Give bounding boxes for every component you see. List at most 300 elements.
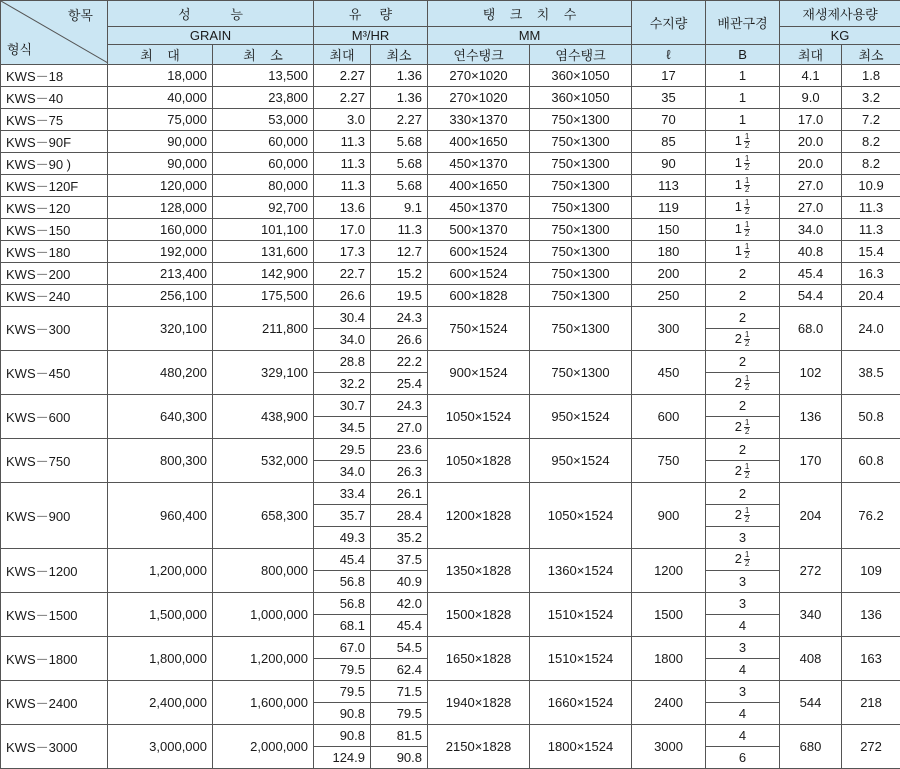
tank-brine-cell: 1660×1524 [530, 681, 632, 725]
pipe-size-cell [706, 417, 780, 439]
header-tank-resin: 연수탱크 [428, 45, 530, 65]
pipe-size-value: 1 $\frac{1}{2}$ [735, 221, 751, 238]
flow-max-cell: 11.3 [314, 131, 371, 153]
pipe-size-value: 2 [739, 398, 746, 413]
flow-min-cell: 42.0 [371, 593, 428, 615]
regen-max-cell: 17.0 [780, 109, 842, 131]
pipe-size-cell [706, 505, 780, 527]
flow-min-cell: 5.68 [371, 131, 428, 153]
tank-brine-cell: 750×1300 [530, 285, 632, 307]
pipe-size-cell [706, 615, 780, 637]
flow-max-cell: 124.9 [314, 747, 371, 769]
table-row [1, 351, 900, 373]
regen-min-cell: 3.2 [842, 87, 900, 109]
flow-min-cell: 27.0 [371, 417, 428, 439]
pipe-size-cell [706, 461, 780, 483]
flow-min-cell: 5.68 [371, 153, 428, 175]
regen-max-cell: 340 [780, 593, 842, 637]
capacity-max-cell: 1,800,000 [108, 637, 213, 681]
tank-brine-cell: 750×1300 [530, 219, 632, 241]
pipe-size-cell [706, 571, 780, 593]
flow-min-cell: 23.6 [371, 439, 428, 461]
flow-max-cell: 79.5 [314, 681, 371, 703]
tank-resin-cell: 600×1524 [428, 263, 530, 285]
tank-resin-cell: 1050×1828 [428, 439, 530, 483]
flow-max-cell: 79.5 [314, 659, 371, 681]
capacity-max-cell: 128,000 [108, 197, 213, 219]
capacity-min-cell: 53,000 [213, 109, 314, 131]
flow-max-cell: 56.8 [314, 571, 371, 593]
flow-min-cell: 26.6 [371, 329, 428, 351]
capacity-max-cell: 480,200 [108, 351, 213, 395]
header-regen-min: 최소 [842, 45, 900, 65]
model-cell: KWS－300 [1, 307, 108, 351]
capacity-max-cell: 320,100 [108, 307, 213, 351]
table-row [1, 307, 900, 329]
pipe-size-cell [706, 329, 780, 351]
model-cell: KWS－240 [1, 285, 108, 307]
pipe-size-value: 1 $\frac{1}{2}$ [735, 199, 751, 216]
capacity-max-cell: 3,000,000 [108, 725, 213, 769]
tank-brine-cell: 360×1050 [530, 65, 632, 87]
flow-min-cell: 35.2 [371, 527, 428, 549]
tank-resin-cell: 1650×1828 [428, 637, 530, 681]
pipe-size-value: 3 [739, 574, 746, 589]
pipe-size-cell [706, 351, 780, 373]
flow-min-cell: 25.4 [371, 373, 428, 395]
tank-resin-cell: 600×1524 [428, 241, 530, 263]
model-cell: KWS－900 [1, 483, 108, 549]
resin-cell: 900 [632, 483, 706, 549]
flow-max-cell: 3.0 [314, 109, 371, 131]
tank-resin-cell: 750×1524 [428, 307, 530, 351]
capacity-max-cell: 192,000 [108, 241, 213, 263]
header-flow-min: 최소 [371, 45, 428, 65]
tank-resin-cell: 1500×1828 [428, 593, 530, 637]
table-row [1, 395, 900, 417]
pipe-size-value: 3 [739, 684, 746, 699]
model-cell: KWS－40 [1, 87, 108, 109]
pipe-size-value: 2 [739, 288, 746, 303]
tank-brine-cell: 750×1300 [530, 263, 632, 285]
capacity-min-cell: 175,500 [213, 285, 314, 307]
resin-cell: 3000 [632, 725, 706, 769]
capacity-min-cell: 2,000,000 [213, 725, 314, 769]
regen-max-cell: 20.0 [780, 131, 842, 153]
header-flow-unit: M³/HR [314, 27, 428, 45]
pipe-size-value: 4 [739, 662, 746, 677]
flow-max-cell: 56.8 [314, 593, 371, 615]
model-cell: KWS－2400 [1, 681, 108, 725]
resin-cell: 300 [632, 307, 706, 351]
capacity-max-cell: 960,400 [108, 483, 213, 549]
resin-cell: 250 [632, 285, 706, 307]
pipe-size-value: 1 $\frac{1}{2}$ [735, 133, 751, 150]
regen-max-cell: 34.0 [780, 219, 842, 241]
regen-min-cell: 163 [842, 637, 900, 681]
capacity-max-cell: 160,000 [108, 219, 213, 241]
resin-cell: 17 [632, 65, 706, 87]
capacity-max-cell: 1,200,000 [108, 549, 213, 593]
header-model-label: 형식 [7, 39, 32, 58]
header-pipe-unit: B [706, 45, 780, 65]
pipe-size-value: 1 $\frac{1}{2}$ [735, 155, 751, 172]
flow-max-cell: 26.6 [314, 285, 371, 307]
table-row [1, 483, 900, 505]
resin-cell: 750 [632, 439, 706, 483]
capacity-max-cell: 2,400,000 [108, 681, 213, 725]
pipe-size-value: 2 $\frac{1}{2}$ [735, 551, 751, 568]
flow-min-cell: 1.36 [371, 65, 428, 87]
pipe-size-cell [706, 87, 780, 109]
pipe-size-value: 6 [739, 750, 746, 765]
pipe-size-cell [706, 285, 780, 307]
regen-max-cell: 102 [780, 351, 842, 395]
tank-brine-cell: 1510×1524 [530, 593, 632, 637]
tank-resin-cell: 330×1370 [428, 109, 530, 131]
tank-resin-cell: 450×1370 [428, 197, 530, 219]
tank-resin-cell: 400×1650 [428, 175, 530, 197]
table-row [1, 681, 900, 703]
header-resin-unit: ℓ [632, 45, 706, 65]
flow-min-cell: 45.4 [371, 615, 428, 637]
model-cell: KWS－600 [1, 395, 108, 439]
tank-brine-cell: 950×1524 [530, 395, 632, 439]
regen-min-cell: 7.2 [842, 109, 900, 131]
pipe-size-cell [706, 263, 780, 285]
pipe-size-cell [706, 703, 780, 725]
pipe-size-value: 1 [739, 68, 746, 83]
model-cell: KWS－750 [1, 439, 108, 483]
capacity-max-cell: 640,300 [108, 395, 213, 439]
flow-min-cell: 9.1 [371, 197, 428, 219]
pipe-size-cell [706, 527, 780, 549]
tank-brine-cell: 750×1300 [530, 131, 632, 153]
tank-brine-cell: 750×1300 [530, 307, 632, 351]
table-row [1, 131, 900, 153]
flow-max-cell: 32.2 [314, 373, 371, 395]
pipe-size-value: 4 [739, 728, 746, 743]
capacity-min-cell: 101,100 [213, 219, 314, 241]
regen-min-cell: 60.8 [842, 439, 900, 483]
capacity-min-cell: 60,000 [213, 153, 314, 175]
header-tank-brine: 염수탱크 [530, 45, 632, 65]
regen-max-cell: 680 [780, 725, 842, 769]
pipe-size-cell [706, 373, 780, 395]
model-cell: KWS－180 [1, 241, 108, 263]
pipe-size-cell [706, 637, 780, 659]
regen-min-cell: 20.4 [842, 285, 900, 307]
pipe-size-cell [706, 241, 780, 263]
table-row [1, 197, 900, 219]
table-row [1, 725, 900, 747]
capacity-max-cell: 1,500,000 [108, 593, 213, 637]
pipe-size-value: 2 [739, 354, 746, 369]
flow-min-cell: 79.5 [371, 703, 428, 725]
resin-cell: 180 [632, 241, 706, 263]
flow-min-cell: 40.9 [371, 571, 428, 593]
header-capacity: 성 능 [108, 1, 314, 27]
resin-cell: 119 [632, 197, 706, 219]
model-cell: KWS－90 ) [1, 153, 108, 175]
regen-max-cell: 136 [780, 395, 842, 439]
resin-cell: 2400 [632, 681, 706, 725]
resin-cell: 35 [632, 87, 706, 109]
model-cell: KWS－150 [1, 219, 108, 241]
table-row [1, 593, 900, 615]
model-cell: KWS－1800 [1, 637, 108, 681]
header-regen-max: 최대 [780, 45, 842, 65]
model-cell: KWS－200 [1, 263, 108, 285]
regen-min-cell: 24.0 [842, 307, 900, 351]
regen-min-cell: 109 [842, 549, 900, 593]
flow-max-cell: 11.3 [314, 175, 371, 197]
table-row [1, 65, 900, 87]
capacity-min-cell: 658,300 [213, 483, 314, 549]
capacity-min-cell: 80,000 [213, 175, 314, 197]
model-cell: KWS－18 [1, 65, 108, 87]
model-cell: KWS－450 [1, 351, 108, 395]
flow-max-cell: 11.3 [314, 153, 371, 175]
pipe-size-value: 1 [739, 90, 746, 105]
regen-max-cell: 27.0 [780, 175, 842, 197]
pipe-size-cell [706, 747, 780, 769]
header-pipe: 배관구경 [706, 1, 780, 45]
regen-min-cell: 38.5 [842, 351, 900, 395]
regen-max-cell: 408 [780, 637, 842, 681]
pipe-size-cell [706, 483, 780, 505]
regen-min-cell: 8.2 [842, 153, 900, 175]
tank-brine-cell: 1510×1524 [530, 637, 632, 681]
capacity-max-cell: 90,000 [108, 131, 213, 153]
capacity-min-cell: 800,000 [213, 549, 314, 593]
capacity-min-cell: 532,000 [213, 439, 314, 483]
resin-cell: 113 [632, 175, 706, 197]
flow-min-cell: 26.1 [371, 483, 428, 505]
pipe-size-value: 1 $\frac{1}{2}$ [735, 177, 751, 194]
capacity-max-cell: 75,000 [108, 109, 213, 131]
capacity-min-cell: 60,000 [213, 131, 314, 153]
pipe-size-cell [706, 219, 780, 241]
tank-resin-cell: 500×1370 [428, 219, 530, 241]
regen-max-cell: 45.4 [780, 263, 842, 285]
capacity-min-cell: 438,900 [213, 395, 314, 439]
table-row [1, 439, 900, 461]
resin-cell: 1800 [632, 637, 706, 681]
pipe-size-value: 3 [739, 640, 746, 655]
flow-max-cell: 28.8 [314, 351, 371, 373]
tank-brine-cell: 750×1300 [530, 175, 632, 197]
pipe-size-cell [706, 109, 780, 131]
regen-max-cell: 204 [780, 483, 842, 549]
flow-max-cell: 67.0 [314, 637, 371, 659]
tank-brine-cell: 1050×1524 [530, 483, 632, 549]
table-row [1, 219, 900, 241]
regen-max-cell: 40.8 [780, 241, 842, 263]
flow-min-cell: 28.4 [371, 505, 428, 527]
capacity-max-cell: 800,300 [108, 439, 213, 483]
flow-max-cell: 68.1 [314, 615, 371, 637]
model-cell: KWS－120F [1, 175, 108, 197]
pipe-size-cell [706, 395, 780, 417]
table-row [1, 263, 900, 285]
table-row [1, 109, 900, 131]
tank-resin-cell: 600×1828 [428, 285, 530, 307]
resin-cell: 150 [632, 219, 706, 241]
table-row [1, 153, 900, 175]
header-tank-unit: MM [428, 27, 632, 45]
regen-max-cell: 27.0 [780, 197, 842, 219]
capacity-min-cell: 92,700 [213, 197, 314, 219]
pipe-size-value: 2 [739, 310, 746, 325]
flow-max-cell: 35.7 [314, 505, 371, 527]
capacity-min-cell: 329,100 [213, 351, 314, 395]
flow-min-cell: 5.68 [371, 175, 428, 197]
flow-min-cell: 24.3 [371, 395, 428, 417]
flow-min-cell: 90.8 [371, 747, 428, 769]
model-cell: KWS－1500 [1, 593, 108, 637]
pipe-size-cell [706, 175, 780, 197]
model-cell: KWS－1200 [1, 549, 108, 593]
regen-min-cell: 218 [842, 681, 900, 725]
pipe-size-cell [706, 307, 780, 329]
pipe-size-cell [706, 439, 780, 461]
pipe-size-cell [706, 593, 780, 615]
regen-min-cell: 8.2 [842, 131, 900, 153]
regen-max-cell: 9.0 [780, 87, 842, 109]
capacity-min-cell: 13,500 [213, 65, 314, 87]
tank-resin-cell: 1940×1828 [428, 681, 530, 725]
regen-min-cell: 10.9 [842, 175, 900, 197]
pipe-size-cell [706, 153, 780, 175]
capacity-min-cell: 1,200,000 [213, 637, 314, 681]
header-flow-max: 최대 [314, 45, 371, 65]
tank-brine-cell: 1800×1524 [530, 725, 632, 769]
tank-resin-cell: 270×1020 [428, 65, 530, 87]
resin-cell: 90 [632, 153, 706, 175]
header-corner-cell [1, 1, 108, 65]
pipe-size-value: 4 [739, 618, 746, 633]
flow-min-cell: 71.5 [371, 681, 428, 703]
header-capacity-min: 최 소 [213, 45, 314, 65]
tank-resin-cell: 450×1370 [428, 153, 530, 175]
flow-min-cell: 26.3 [371, 461, 428, 483]
regen-min-cell: 11.3 [842, 219, 900, 241]
regen-max-cell: 544 [780, 681, 842, 725]
pipe-size-cell [706, 549, 780, 571]
tank-brine-cell: 950×1524 [530, 439, 632, 483]
pipe-size-value: 2 $\frac{1}{2}$ [735, 463, 751, 480]
pipe-size-value: 2 [739, 486, 746, 501]
flow-min-cell: 19.5 [371, 285, 428, 307]
flow-min-cell: 22.2 [371, 351, 428, 373]
tank-brine-cell: 360×1050 [530, 87, 632, 109]
pipe-size-value: 3 [739, 596, 746, 611]
pipe-size-value: 2 $\frac{1}{2}$ [735, 375, 751, 392]
pipe-size-cell [706, 725, 780, 747]
flow-max-cell: 29.5 [314, 439, 371, 461]
table-row [1, 549, 900, 571]
pipe-size-cell [706, 131, 780, 153]
pipe-size-value: 1 $\frac{1}{2}$ [735, 243, 751, 260]
pipe-size-cell [706, 65, 780, 87]
flow-max-cell: 30.4 [314, 307, 371, 329]
table-row [1, 241, 900, 263]
flow-max-cell: 33.4 [314, 483, 371, 505]
tank-resin-cell: 2150×1828 [428, 725, 530, 769]
tank-resin-cell: 270×1020 [428, 87, 530, 109]
resin-cell: 1200 [632, 549, 706, 593]
tank-brine-cell: 1360×1524 [530, 549, 632, 593]
flow-max-cell: 22.7 [314, 263, 371, 285]
flow-min-cell: 54.5 [371, 637, 428, 659]
regen-max-cell: 170 [780, 439, 842, 483]
resin-cell: 70 [632, 109, 706, 131]
capacity-max-cell: 256,100 [108, 285, 213, 307]
capacity-min-cell: 1,000,000 [213, 593, 314, 637]
regen-min-cell: 16.3 [842, 263, 900, 285]
regen-max-cell: 20.0 [780, 153, 842, 175]
capacity-min-cell: 211,800 [213, 307, 314, 351]
pipe-size-value: 2 $\frac{1}{2}$ [735, 507, 751, 524]
capacity-min-cell: 1,600,000 [213, 681, 314, 725]
table-header [1, 1, 900, 65]
pipe-size-value: 2 [739, 266, 746, 281]
flow-max-cell: 49.3 [314, 527, 371, 549]
flow-max-cell: 2.27 [314, 87, 371, 109]
capacity-min-cell: 142,900 [213, 263, 314, 285]
regen-min-cell: 136 [842, 593, 900, 637]
table-body [1, 65, 900, 769]
header-capacity-unit: GRAIN [108, 27, 314, 45]
pipe-size-value: 2 [739, 442, 746, 457]
flow-min-cell: 37.5 [371, 549, 428, 571]
flow-min-cell: 11.3 [371, 219, 428, 241]
flow-max-cell: 17.3 [314, 241, 371, 263]
regen-min-cell: 15.4 [842, 241, 900, 263]
capacity-max-cell: 18,000 [108, 65, 213, 87]
table-row [1, 285, 900, 307]
regen-min-cell: 1.8 [842, 65, 900, 87]
flow-min-cell: 62.4 [371, 659, 428, 681]
flow-max-cell: 2.27 [314, 65, 371, 87]
capacity-max-cell: 90,000 [108, 153, 213, 175]
tank-brine-cell: 750×1300 [530, 351, 632, 395]
header-regen: 재생제사용량 [780, 1, 900, 27]
flow-min-cell: 2.27 [371, 109, 428, 131]
pipe-size-value: 3 [739, 530, 746, 545]
pipe-size-value: 4 [739, 706, 746, 721]
header-regen-unit: KG [780, 27, 900, 45]
regen-max-cell: 54.4 [780, 285, 842, 307]
resin-cell: 200 [632, 263, 706, 285]
capacity-min-cell: 23,800 [213, 87, 314, 109]
regen-min-cell: 76.2 [842, 483, 900, 549]
resin-cell: 450 [632, 351, 706, 395]
pipe-size-value: 1 [739, 112, 746, 127]
table-row [1, 87, 900, 109]
pipe-size-cell [706, 197, 780, 219]
tank-resin-cell: 1200×1828 [428, 483, 530, 549]
pipe-size-value: 2 $\frac{1}{2}$ [735, 331, 751, 348]
regen-max-cell: 4.1 [780, 65, 842, 87]
flow-max-cell: 90.8 [314, 725, 371, 747]
resin-cell: 1500 [632, 593, 706, 637]
model-cell: KWS－120 [1, 197, 108, 219]
header-resin: 수지량 [632, 1, 706, 45]
tank-resin-cell: 1350×1828 [428, 549, 530, 593]
table-row [1, 637, 900, 659]
